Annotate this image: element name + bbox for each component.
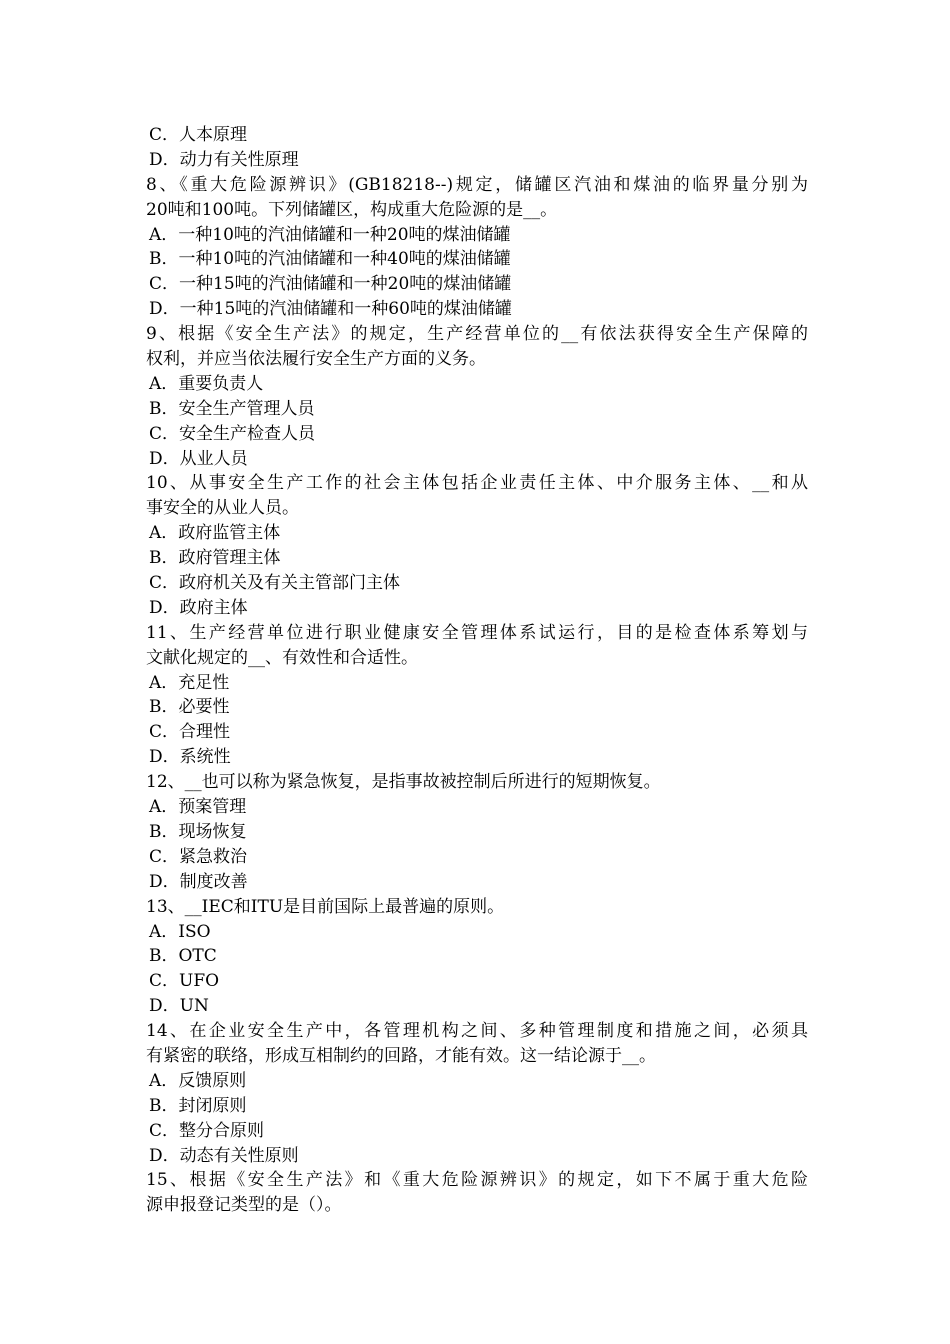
answer-option: B．OTC xyxy=(149,946,217,967)
answer-option: C．政府机关及有关主管部门主体 xyxy=(149,573,401,594)
document-page xyxy=(146,123,808,1218)
answer-option: C．合理性 xyxy=(149,722,231,743)
question-text-line: 11、生产经营单位进行职业健康安全管理体系试运行，目的是检查体系筹划与 xyxy=(146,622,808,643)
answer-option: A．一种10吨的汽油储罐和一种20吨的煤油储罐 xyxy=(149,224,511,245)
answer-option: D．动态有关性原则 xyxy=(149,1145,299,1166)
question xyxy=(146,471,808,521)
answer-option: B．封闭原则 xyxy=(149,1095,247,1116)
question xyxy=(146,322,808,372)
answer-option: B．政府管理主体 xyxy=(149,548,281,569)
answer-option: D．从业人员 xyxy=(149,448,248,469)
question-text-line: 权利，并应当依法履行安全生产方面的义务。 xyxy=(146,349,486,370)
question-text-line: 文献化规定的__、有效性和合适性。 xyxy=(146,647,418,668)
answer-option: A．ISO xyxy=(149,921,211,942)
answer-option: B．安全生产管理人员 xyxy=(149,398,315,419)
question xyxy=(146,1019,808,1069)
question-text-line: 源申报登记类型的是（）。 xyxy=(146,1195,342,1216)
answer-option: A．充足性 xyxy=(149,672,230,693)
answer-option: D．政府主体 xyxy=(149,597,248,618)
answer-option: C．紧急救治 xyxy=(149,846,248,867)
answer-option: C．一种15吨的汽油储罐和一种20吨的煤油储罐 xyxy=(149,274,512,295)
answer-option: B．必要性 xyxy=(149,697,230,718)
question xyxy=(146,895,808,920)
answer-option: A．预案管理 xyxy=(149,797,247,818)
question xyxy=(146,173,808,223)
answer-option: A．重要负责人 xyxy=(149,373,264,394)
answer-option: D．UN xyxy=(149,996,209,1017)
question-text-line: 12、__也可以称为紧急恢复，是指事故被控制后所进行的短期恢复。 xyxy=(146,772,661,793)
question-text-line: 事安全的从业人员。 xyxy=(146,498,299,519)
question-text-line: 15、根据《安全生产法》和《重大危险源辨识》的规定，如下不属于重大危险 xyxy=(146,1170,808,1191)
answer-option: C．整分合原则 xyxy=(149,1120,265,1141)
answer-option: C．安全生产检查人员 xyxy=(149,423,316,444)
answer-option: D．制度改善 xyxy=(149,871,248,892)
question xyxy=(146,770,808,795)
question-text-line: 有紧密的联络，形成互相制约的回路，才能有效。这一结论源于__。 xyxy=(146,1045,656,1066)
answer-option: C．UFO xyxy=(149,971,220,992)
question-text-line: 14、在企业安全生产中，各管理机构之间、多种管理制度和措施之间，必须具 xyxy=(146,1021,808,1042)
question-text-line: 8、《重大危险源辨识》(GB18218--)规定，储罐区汽油和煤油的临界量分别为 xyxy=(146,174,808,195)
question xyxy=(146,1168,808,1218)
answer-option: B．一种10吨的汽油储罐和一种40吨的煤油储罐 xyxy=(149,249,511,270)
answer-option: C．人本原理 xyxy=(149,125,248,145)
question-text-line: 10、从事安全生产工作的社会主体包括企业责任主体、中介服务主体、__和从 xyxy=(146,473,808,494)
answer-option: A．政府监管主体 xyxy=(149,523,281,544)
answer-option: D．动力有关性原理 xyxy=(149,149,299,170)
question-text-line: 20吨和100吨。下列储罐区，构成重大危险源的是__。 xyxy=(146,199,558,220)
question-text-line: 13、__IEC和ITU是目前国际上最普遍的原则。 xyxy=(146,896,505,917)
question-text-line: 9、根据《安全生产法》的规定，生产经营单位的__有依法获得安全生产保障的 xyxy=(146,324,808,345)
question xyxy=(146,621,808,671)
answer-option: D．系统性 xyxy=(149,747,231,768)
answer-option: B．现场恢复 xyxy=(149,821,247,842)
answer-option: A．反馈原则 xyxy=(149,1070,247,1091)
answer-option: D．一种15吨的汽油储罐和一种60吨的煤油储罐 xyxy=(149,299,512,320)
